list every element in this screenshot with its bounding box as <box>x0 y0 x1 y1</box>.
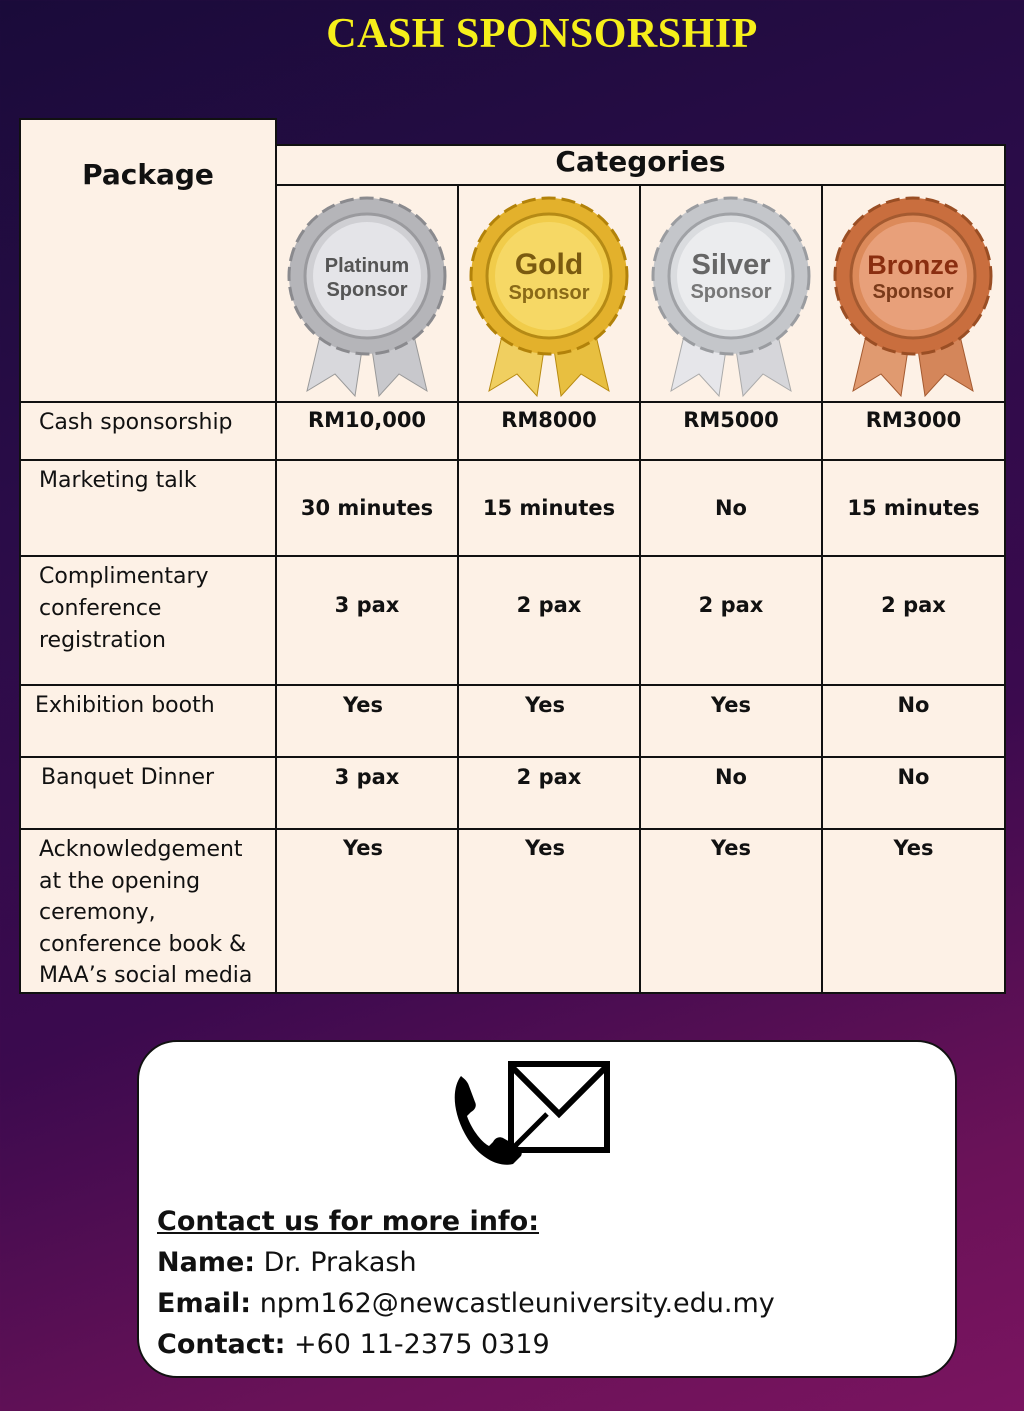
exhibition-platinum: Yes <box>275 684 459 758</box>
gold-badge-icon <box>459 186 639 401</box>
tier-line2: Sponsor <box>508 282 590 304</box>
row-label-banquet: Banquet Dinner <box>19 756 277 830</box>
acknowledgement-silver: Yes <box>639 828 823 994</box>
row-label-cash: Cash sponsorship <box>19 401 277 461</box>
tier-line1: Gold <box>514 248 584 281</box>
tier-cell-bronze <box>821 184 1006 403</box>
marketing-platinum: 30 minutes <box>275 459 459 557</box>
tier-line2: Sponsor <box>872 281 954 303</box>
contact-phone[interactable]: Contact: +60 11-2375 0319 <box>157 1329 550 1360</box>
banquet-gold: 2 pax <box>457 756 641 830</box>
contact-name: Name: Dr. Prakash <box>157 1247 417 1278</box>
cash-platinum: RM10,000 <box>275 401 459 461</box>
tier-line1: Bronze <box>867 250 959 280</box>
sponsorship-table <box>19 118 1006 994</box>
tier-line2: Sponsor <box>326 279 408 301</box>
tier-cell-silver <box>639 184 823 403</box>
marketing-bronze: 15 minutes <box>821 459 1006 557</box>
registration-platinum: 3 pax <box>275 555 459 686</box>
row-label-registration: Complimentary conference registration <box>19 555 277 686</box>
banquet-silver: No <box>639 756 823 830</box>
acknowledgement-platinum: Yes <box>275 828 459 994</box>
row-label-exhibition: Exhibition booth <box>19 684 277 758</box>
contact-box <box>137 1040 957 1378</box>
platinum-badge-icon <box>277 186 457 401</box>
package-header-cell <box>19 118 277 403</box>
row-label-marketing: Marketing talk <box>19 459 277 557</box>
tier-cell-gold <box>457 184 641 403</box>
contact-heading: Contact us for more info: <box>157 1206 540 1237</box>
tier-line1: Silver <box>691 249 771 281</box>
cash-gold: RM8000 <box>457 401 641 461</box>
registration-silver: 2 pax <box>639 555 823 686</box>
contact-email[interactable]: Email: npm162@newcastleuniversity.edu.my <box>157 1288 775 1319</box>
cash-silver: RM5000 <box>639 401 823 461</box>
banquet-bronze: No <box>821 756 1006 830</box>
tier-cell-platinum <box>275 184 459 403</box>
tier-line1: Platinum <box>324 255 410 277</box>
registration-bronze: 2 pax <box>821 555 1006 686</box>
exhibition-bronze: No <box>821 684 1006 758</box>
acknowledgement-gold: Yes <box>457 828 641 994</box>
categories-header-cell <box>275 144 1006 186</box>
exhibition-silver: Yes <box>639 684 823 758</box>
acknowledgement-bronze: Yes <box>821 828 1006 994</box>
silver-badge-icon <box>641 186 821 401</box>
phone-envelope-icon <box>447 1056 611 1166</box>
bronze-badge-icon <box>823 186 1003 401</box>
package-header: Package <box>82 158 214 191</box>
row-label-acknowledgement: Acknowledgement at the opening ceremony, conference book & MAA’s social media <box>19 828 277 994</box>
categories-header: Categories <box>555 145 726 178</box>
marketing-gold: 15 minutes <box>457 459 641 557</box>
tier-line2: Sponsor <box>690 281 772 303</box>
registration-gold: 2 pax <box>457 555 641 686</box>
exhibition-gold: Yes <box>457 684 641 758</box>
page-title: CASH SPONSORSHIP <box>326 11 758 57</box>
banquet-platinum: 3 pax <box>275 756 459 830</box>
cash-bronze: RM3000 <box>821 401 1006 461</box>
marketing-silver: No <box>639 459 823 557</box>
